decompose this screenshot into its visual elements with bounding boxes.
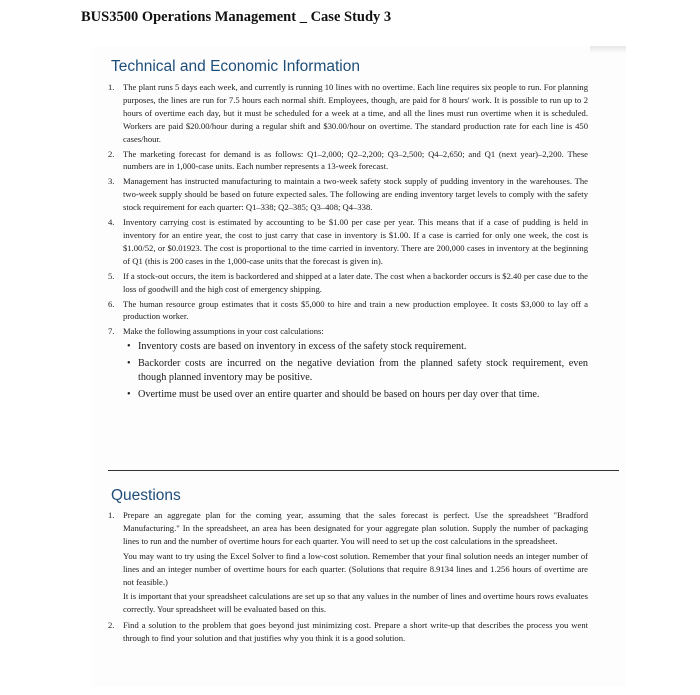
item-text: Management has instructed manufacturing to maintain a two-week safety stock supply of pudding inventory in the warehouses. The two-week supply should be based on future expected sales. The following are ending inventory target levels to comply with the safety stock requirement for each quarter: Q1–338; Q2–385; Q3–408; Q4–338. (123, 176, 588, 213)
list-item (108, 148, 588, 174)
item-text: Inventory carrying cost is estimated by accounting to be $1.00 per case per year. This means that if a case of pudding is held in inventory for an entire year, the cost to just carry that case in inventory is $1.00. If a case is carried for only one week, the cost is $1.00/52, or $0.01923. The cost is proportional to the time carried in inventory. There are 200,000 cases in inventory at the beginning of Q1 (this is 200 cases in the 1,000-case units that the forecast is given in). (123, 217, 588, 266)
question-number: 1. (108, 510, 115, 520)
question-item (108, 509, 588, 616)
questions-heading: Questions (111, 487, 181, 504)
item-text: The marketing forecast for demand is as follows: Q1–2,000; Q2–2,200; Q3–2,500; Q4–2,650; and Q1 (next year)–2,200. These numbers are in 1,000-case units. Each number represents a 13-week forecast. (123, 148, 588, 172)
list-item (108, 325, 588, 402)
list-item (108, 81, 588, 146)
question-item (108, 619, 588, 645)
assumption-text: Overtime must be used over an entire quarter and should be based on hours per day over that time. (138, 389, 540, 400)
assumption-item (123, 388, 588, 403)
bullet-icon: • (127, 389, 131, 400)
question-number: 2. (108, 620, 115, 631)
assumption-text: Inventory costs are based on inventory in excess of the safety stock requirement. (138, 341, 467, 353)
assumption-item (123, 357, 588, 386)
question-text: Prepare an aggregate plan for the coming year, assuming that the sales forecast is perfect. Use the spreadsheet "Bradford Manufacturing." In the spreadsheet, an area has been designated for your aggregate plan solution. Supply the number of packaging lines to run and the number of overtime hours for each quarter. You will need to set up the cost calculations in the spreadsheet. (123, 510, 588, 546)
item-number: 3. (108, 176, 115, 187)
item-text: The human resource group estimates that it costs $5,000 to hire and train a new production employee. It costs $3,000 to lay off a production worker. (123, 298, 588, 322)
list-item (108, 175, 588, 214)
item-text: The plant runs 5 days each week, and currently is running 10 lines with no overtime. Each line requires six people to run. For planning purposes, the lines are run for 7.5 hours each normal shift. Employees, though, are paid for 8 hours' work. It is possible to run up to 2 hours of overtime each day, but it must be scheduled for a week at a time, and all the lines must run overtime when it is scheduled. Workers are paid $20.00/hour during a regular shift and $30.00/hour on overtime. The standard production rate for each line is 450 cases/hour. (123, 82, 588, 144)
item-number: 7. (108, 326, 115, 337)
item-number: 4. (108, 217, 115, 228)
assumption-item (123, 340, 588, 355)
question-text: Find a solution to the problem that goes beyond just minimizing cost. Prepare a short write-up that describes the process you went through to find your solution and that justifies why you think it is a good solution. (123, 620, 588, 644)
section-divider (108, 470, 619, 471)
question-paragraph: You may want to try using the Excel Solver to find a low-cost solution. Remember that your final solution needs an integer number of lines and an integer number of overtime hours for each quarter. (Solutions that require 8.9134 lines and 1.256 hours of overtime are not feasible.) (123, 550, 588, 587)
assumption-text: Backorder costs are incurred on the negative deviation from the planned safety stock requirement, even though planned inventory may be positive. (138, 357, 588, 384)
assumptions-list (123, 340, 588, 402)
technical-info-list (108, 81, 588, 405)
questions-list (108, 509, 588, 647)
item-number: 1. (108, 82, 115, 92)
page-edge-shadow (590, 46, 626, 53)
item-text: If a stock-out occurs, the item is backordered and shipped at a later date. The cost when a backorder occurs is $2.40 per case due to the loss of goodwill and the high cost of emergency shipping. (123, 270, 588, 294)
list-item (108, 298, 588, 324)
list-item (108, 216, 588, 268)
bullet-icon: • (127, 357, 131, 369)
bullet-icon: • (127, 341, 131, 353)
list-item (108, 270, 588, 296)
item-text: Make the following assumptions in your cost calculations: (123, 326, 324, 337)
item-number: 2. (108, 148, 115, 159)
document-header-title: BUS3500 Operations Management _ Case Study 3 (81, 9, 392, 25)
item-number: 5. (108, 270, 115, 281)
question-paragraph: It is important that your spreadsheet calculations are set up so that any values in the number of lines and overtime hours rows evaluates correctly. Your spreadsheet will be evaluated based on this. (123, 591, 588, 615)
technical-info-heading: Technical and Economic Information (111, 58, 360, 75)
item-number: 6. (108, 298, 115, 309)
